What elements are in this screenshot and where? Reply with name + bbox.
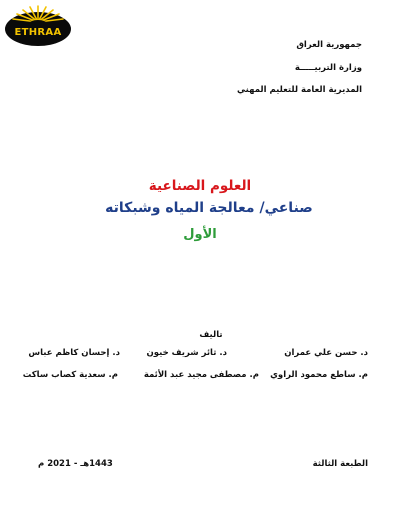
author-name: م. ساطع محمود الراوي [270, 370, 368, 380]
authors-heading: تاليف [199, 330, 223, 340]
ethraa-logo [4, 2, 72, 46]
book-grade: الأول [183, 227, 217, 242]
book-subject: صناعي/ معالجة المياه وشبكاته [105, 200, 313, 216]
edition-label: الطبعة الثالثة [312, 459, 368, 469]
author-name: د. إحسان كاظم عباس [28, 348, 120, 358]
sunburst-logo-icon [4, 2, 72, 46]
book-title: العلوم الصناعية [148, 178, 252, 194]
author-name: د. حسن علي عمران [284, 348, 368, 358]
author-name: د. ثائر شريف خيون [146, 348, 227, 358]
author-name: م. مصطفى مجيد عبد الأئمة [143, 370, 259, 380]
ministry-name: وزارة التربيـــــة [294, 63, 362, 73]
publication-year: 1443هـ - 2021 م [38, 459, 113, 469]
country-name: جمهورية العراق [296, 40, 362, 50]
directorate-name: المديرية العامة للتعليم المهني [237, 85, 362, 95]
author-name: م. سعدية كصاب ساكت [22, 370, 118, 380]
logo-text: ETHRAA [14, 27, 62, 38]
